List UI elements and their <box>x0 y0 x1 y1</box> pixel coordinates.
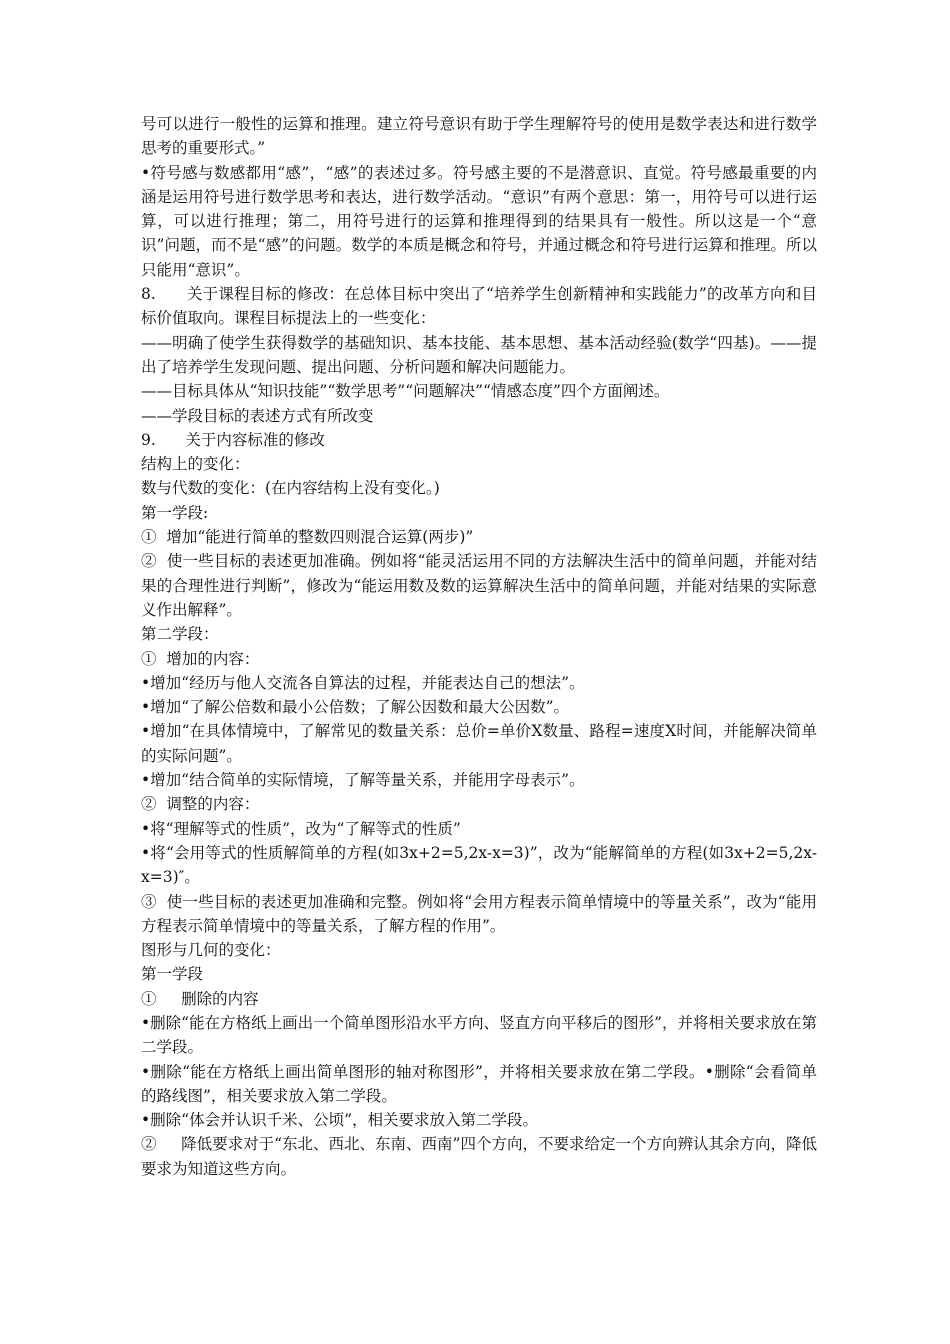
paragraph: 第一学段 <box>141 965 204 984</box>
paragraph: ① 增加的内容： <box>141 649 260 668</box>
paragraph: •增加“结合简单的实际情境，了解等量关系，并能用字母表示”。 <box>141 771 585 790</box>
paragraph: •将“会用等式的性质解简单的方程(如3x+2=5,2x-x=3)”，改为“能解简单的方程(如3x+2=5,2x-x=3)″。 <box>141 843 817 887</box>
paragraph: •删除“体会并认识千米、公顷”，相关要求放入第二学段。 <box>141 1111 538 1130</box>
paragraph: •增加“在具体情境中，了解常见的数量关系：总价=单价Ⅹ数量、路程=速度Ⅹ时间，并能解决简单的实际问题”。 <box>141 722 817 765</box>
paragraph: ③ 使一些目标的表述更加准确和完整。例如将“会用方程表示简单情境中的等量关系”，改为“能用方程表示简单情境中的等量关系，了解方程的作用”。 <box>141 892 817 935</box>
paragraph: ① 删除的内容 <box>141 989 259 1008</box>
paragraph: •将“理解等式的性质”，改为“了解等式的性质” <box>141 819 461 838</box>
paragraph: •增加“了解公倍数和最小公倍数；了解公因数和最大公因数”。 <box>141 698 569 717</box>
paragraph: •删除“能在方格纸上画出简单图形的轴对称图形”，并将相关要求放在第二学段。•删除“会看简单的路线图”，相关要求放入第二学段。 <box>141 1062 817 1105</box>
paragraph: •删除“能在方格纸上画出一个简单图形沿水平方向、竖直方向平移后的图形”，并将相关要求放在第二学段。 <box>141 1013 817 1057</box>
paragraph: 8. 关于课程目标的修改：在总体目标中突出了“培养学生创新精神和实践能力”的改革方向和目标价值取向。课程目标提法上的一些变化： <box>141 285 817 328</box>
paragraph: ① 增加“能进行简单的整数四则混合运算(两步)” <box>141 528 474 547</box>
paragraph: 图形与几何的变化： <box>141 941 281 960</box>
paragraph: 数与代数的变化：(在内容结构上没有变化。) <box>141 479 440 498</box>
paragraph: 第一学段: <box>141 503 209 522</box>
paragraph: •增加“经历与他人交流各自算法的过程，并能表达自己的想法”。 <box>141 673 585 692</box>
paragraph: 结构上的变化： <box>141 455 250 474</box>
paragraph: 第二学段： <box>141 625 219 644</box>
paragraph: ——学段目标的表述方式有所改变 <box>141 406 374 425</box>
paragraph: •符号感与数感都用“感”，“感”的表述过多。符号感主要的不是潜意识、直觉。符号感最重要的内涵是运用符号进行数学思考和表达，进行数学活动。“意识”有两个意思：第一，用符号可以进行运算，可以进行推理；第二，用符号进行的运算和推理得到的结果具有一般性。所以这是一个“意识”问题，而不是“感”的问题。数学的本质是概念和符号，并通过概念和符号进行运算和推理。所以只能用“意识”。 <box>141 163 817 279</box>
paragraph: ——明确了使学生获得数学的基础知识、基本技能、基本思想、基本活动经验(数学“四基)。——提出了培养学生发现问题、提出问题、分析问题和解决问题能力。 <box>141 333 817 376</box>
paragraph: 9. 关于内容标准的修改 <box>141 430 325 449</box>
paragraph: ② 使一些目标的表述更加准确。例如将“能灵活运用不同的方法解决生活中的简单问题，并能对结果的合理性进行判断”，修改为“能运用数及数的运算解决生活中的简单问题，并能对结果的实际意义作出解释”。 <box>141 552 817 619</box>
paragraph: 号可以进行一般性的运算和推理。建立符号意识有助于学生理解符号的使用是数学表达和进行数学思考的重要形式。” <box>141 115 817 158</box>
paragraph: ② 调整的内容： <box>141 795 260 814</box>
document-body <box>141 112 817 1181</box>
paragraph: ② 降低要求对于“东北、西北、东南、西南”四个方向，不要求给定一个方向辨认其余方向，降低要求为知道这些方向。 <box>141 1135 817 1178</box>
paragraph: ——目标具体从“知识技能”“数学思考”“问题解决”“情感态度”四个方面阐述。 <box>141 382 670 401</box>
